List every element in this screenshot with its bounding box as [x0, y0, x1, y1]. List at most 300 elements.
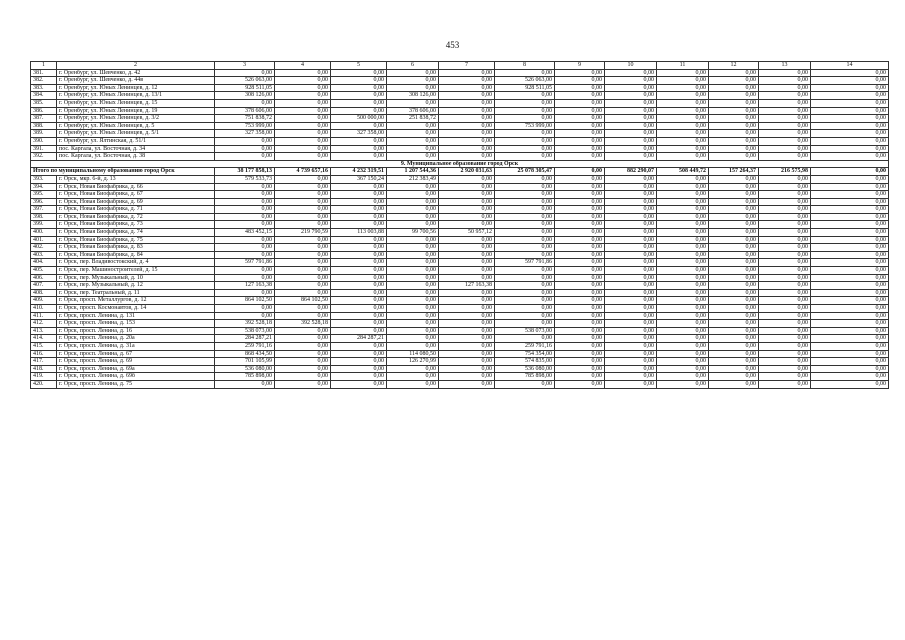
amount: 0,00	[387, 221, 439, 229]
address: г. Орск, Новая Биофабрика, д. 69	[57, 198, 215, 206]
amount: 212 383,49	[387, 175, 439, 183]
amount: 0,00	[759, 69, 811, 77]
amount: 0,00	[657, 373, 709, 381]
amount: 0,00	[495, 305, 555, 313]
table-row	[31, 305, 889, 313]
amount: 0,00	[495, 213, 555, 221]
header-cell: 6	[387, 62, 439, 70]
amount: 701 105,99	[215, 358, 275, 366]
amount: 0,00	[811, 153, 889, 161]
amount: 0,00	[811, 213, 889, 221]
amount: 0,00	[387, 69, 439, 77]
amount: 0,00	[709, 365, 759, 373]
amount: 0,00	[605, 229, 657, 237]
amount: 0,00	[439, 327, 495, 335]
amount: 0,00	[495, 107, 555, 115]
amount: 0,00	[215, 69, 275, 77]
address: г. Орск, просп. Ленина, д. 16	[57, 327, 215, 335]
amount: 864 102,50	[215, 297, 275, 305]
amount: 0,00	[657, 84, 709, 92]
amount: 0,00	[811, 145, 889, 153]
amount: 0,00	[439, 289, 495, 297]
amount: 0,00	[439, 274, 495, 282]
amount: 0,00	[215, 267, 275, 275]
amount: 0,00	[709, 244, 759, 252]
row-number: 416.	[31, 350, 57, 358]
amount: 0,00	[555, 107, 605, 115]
amount: 0,00	[555, 69, 605, 77]
address: г. Орск, мкр. 6-й, д. 13	[57, 175, 215, 183]
amount: 0,00	[759, 342, 811, 350]
amount: 0,00	[439, 145, 495, 153]
amount: 0,00	[811, 236, 889, 244]
amount: 0,00	[605, 335, 657, 343]
amount: 0,00	[605, 289, 657, 297]
amount: 0,00	[387, 259, 439, 267]
amount: 0,00	[495, 206, 555, 214]
amount: 0,00	[759, 335, 811, 343]
amount: 0,00	[495, 251, 555, 259]
amount: 0,00	[759, 115, 811, 123]
amount: 0,00	[439, 84, 495, 92]
table-row	[31, 312, 889, 320]
total-amount: 157 264,37	[709, 168, 759, 176]
amount: 0,00	[555, 175, 605, 183]
amount: 0,00	[709, 320, 759, 328]
amount: 0,00	[811, 198, 889, 206]
amount: 0,00	[387, 365, 439, 373]
amount: 0,00	[387, 327, 439, 335]
amount: 0,00	[555, 320, 605, 328]
amount: 0,00	[331, 206, 387, 214]
amount: 0,00	[439, 69, 495, 77]
header-cell: 3	[215, 62, 275, 70]
amount: 0,00	[605, 342, 657, 350]
amount: 0,00	[759, 373, 811, 381]
amount: 0,00	[759, 107, 811, 115]
amount: 0,00	[759, 206, 811, 214]
amount: 0,00	[439, 99, 495, 107]
amount: 0,00	[387, 244, 439, 252]
amount: 0,00	[657, 282, 709, 290]
amount: 0,00	[275, 380, 331, 388]
amount: 0,00	[555, 358, 605, 366]
row-number: 404.	[31, 259, 57, 267]
amount: 0,00	[811, 373, 889, 381]
amount: 0,00	[709, 350, 759, 358]
amount: 0,00	[657, 77, 709, 85]
amount: 259 791,16	[215, 342, 275, 350]
amount: 0,00	[759, 122, 811, 130]
amount: 0,00	[387, 335, 439, 343]
amount: 0,00	[657, 115, 709, 123]
amount: 0,00	[759, 77, 811, 85]
amount: 0,00	[439, 198, 495, 206]
amount: 0,00	[555, 122, 605, 130]
amount: 526 063,00	[495, 77, 555, 85]
amount: 0,00	[709, 342, 759, 350]
table-row	[31, 327, 889, 335]
total-amount: 0,00	[811, 168, 889, 176]
amount: 0,00	[331, 92, 387, 100]
table-row	[31, 267, 889, 275]
amount: 0,00	[275, 267, 331, 275]
amount: 0,00	[657, 365, 709, 373]
table-row	[31, 229, 889, 237]
amount: 0,00	[275, 153, 331, 161]
address: г. Орск, Новая Биофабрика, д. 66	[57, 183, 215, 191]
amount: 0,00	[439, 183, 495, 191]
amount: 0,00	[709, 130, 759, 138]
row-number: 394.	[31, 183, 57, 191]
amount: 0,00	[439, 92, 495, 100]
amount: 0,00	[811, 335, 889, 343]
amount: 0,00	[759, 380, 811, 388]
amount: 114 080,50	[387, 350, 439, 358]
address: г. Орск, просп. Ленина, д. 69б	[57, 373, 215, 381]
amount: 0,00	[331, 350, 387, 358]
amount: 0,00	[387, 198, 439, 206]
table-row	[31, 350, 889, 358]
amount: 0,00	[331, 267, 387, 275]
amount: 0,00	[275, 115, 331, 123]
address: г. Оренбург, ул. Ялтинская, д. 51/1	[57, 137, 215, 145]
amount: 0,00	[555, 289, 605, 297]
amount: 0,00	[439, 77, 495, 85]
amount: 0,00	[387, 99, 439, 107]
address: г. Орск, просп. Ленина, д. 31а	[57, 342, 215, 350]
amount: 0,00	[387, 183, 439, 191]
amount: 0,00	[759, 84, 811, 92]
amount: 0,00	[605, 358, 657, 366]
amount: 0,00	[811, 137, 889, 145]
table-row	[31, 221, 889, 229]
table-row	[31, 84, 889, 92]
amount: 0,00	[709, 122, 759, 130]
table-row	[31, 213, 889, 221]
amount: 0,00	[811, 251, 889, 259]
amount: 0,00	[387, 267, 439, 275]
amount: 0,00	[275, 282, 331, 290]
amount: 0,00	[811, 175, 889, 183]
amount: 0,00	[495, 236, 555, 244]
table-row	[31, 335, 889, 343]
table-row	[31, 297, 889, 305]
amount: 0,00	[275, 92, 331, 100]
amount: 0,00	[811, 267, 889, 275]
amount: 0,00	[605, 69, 657, 77]
amount: 0,00	[275, 137, 331, 145]
amount: 0,00	[331, 153, 387, 161]
row-number: 405.	[31, 267, 57, 275]
amount: 0,00	[215, 305, 275, 313]
row-number: 381.	[31, 69, 57, 77]
amount: 0,00	[439, 380, 495, 388]
amount: 0,00	[709, 198, 759, 206]
row-number: 408.	[31, 289, 57, 297]
amount: 0,00	[811, 130, 889, 138]
amount: 367 150,24	[331, 175, 387, 183]
table-row	[31, 251, 889, 259]
amount: 0,00	[331, 305, 387, 313]
amount: 0,00	[605, 122, 657, 130]
amount: 0,00	[275, 175, 331, 183]
amount: 0,00	[275, 221, 331, 229]
amount: 0,00	[709, 259, 759, 267]
amount: 0,00	[387, 236, 439, 244]
amount: 0,00	[811, 69, 889, 77]
amount: 0,00	[275, 198, 331, 206]
amount: 0,00	[605, 267, 657, 275]
amount: 0,00	[709, 267, 759, 275]
amount: 0,00	[555, 198, 605, 206]
amount: 0,00	[275, 274, 331, 282]
amount: 0,00	[759, 236, 811, 244]
amount: 0,00	[331, 297, 387, 305]
address: г. Орск, просп. Металлургов, д. 12	[57, 297, 215, 305]
amount: 483 452,15	[215, 229, 275, 237]
amount: 538 073,00	[495, 327, 555, 335]
amount: 0,00	[605, 327, 657, 335]
amount: 0,00	[439, 312, 495, 320]
amount: 0,00	[709, 145, 759, 153]
row-number: 395.	[31, 191, 57, 199]
table-row	[31, 77, 889, 85]
amount: 0,00	[439, 251, 495, 259]
table-row	[31, 282, 889, 290]
address: г. Оренбург, ул. Юных Ленинцев, д. 19	[57, 107, 215, 115]
amount: 0,00	[657, 358, 709, 366]
amount: 0,00	[439, 221, 495, 229]
amount: 0,00	[709, 69, 759, 77]
amount: 0,00	[811, 115, 889, 123]
amount: 0,00	[387, 130, 439, 138]
row-number: 402.	[31, 244, 57, 252]
row-number: 387.	[31, 115, 57, 123]
row-number: 414.	[31, 335, 57, 343]
amount: 0,00	[709, 274, 759, 282]
amount: 308 126,00	[387, 92, 439, 100]
amount: 579 533,73	[215, 175, 275, 183]
amount: 0,00	[275, 289, 331, 297]
row-number: 398.	[31, 213, 57, 221]
amount: 0,00	[759, 92, 811, 100]
address: г. Орск, просп. Ленина, д. 67	[57, 350, 215, 358]
address: г. Оренбург, ул. Юных Ленинцев, д. 5/1	[57, 130, 215, 138]
amount: 0,00	[215, 183, 275, 191]
address: г. Орск, просп. Ленина, д. 69а	[57, 365, 215, 373]
amount: 0,00	[759, 274, 811, 282]
amount: 259 791,16	[495, 342, 555, 350]
amount: 0,00	[275, 244, 331, 252]
amount: 219 790,59	[275, 229, 331, 237]
amount: 0,00	[709, 153, 759, 161]
amount: 378 606,00	[215, 107, 275, 115]
amount: 0,00	[495, 282, 555, 290]
budget-table	[30, 61, 889, 389]
header-row	[31, 62, 889, 70]
address: г. Орск, Новая Биофабрика, д. 74	[57, 229, 215, 237]
amount: 0,00	[555, 342, 605, 350]
row-number: 399.	[31, 221, 57, 229]
amount: 0,00	[331, 107, 387, 115]
amount: 0,00	[657, 213, 709, 221]
amount: 0,00	[555, 229, 605, 237]
amount: 0,00	[709, 373, 759, 381]
amount: 0,00	[439, 373, 495, 381]
amount: 0,00	[759, 229, 811, 237]
row-number: 388.	[31, 122, 57, 130]
row-number: 393.	[31, 175, 57, 183]
amount: 0,00	[555, 327, 605, 335]
amount: 0,00	[657, 92, 709, 100]
amount: 0,00	[657, 221, 709, 229]
address: г. Оренбург, ул. Шевченко, д. 44в	[57, 77, 215, 85]
address: г. Орск, Новая Биофабрика, д. 75	[57, 236, 215, 244]
amount: 0,00	[709, 335, 759, 343]
amount: 0,00	[331, 69, 387, 77]
amount: 0,00	[709, 236, 759, 244]
address: г. Орск, Новая Биофабрика, д. 67	[57, 191, 215, 199]
amount: 0,00	[275, 327, 331, 335]
amount: 327 358,00	[331, 130, 387, 138]
amount: 0,00	[331, 373, 387, 381]
amount: 0,00	[555, 297, 605, 305]
amount: 0,00	[657, 206, 709, 214]
amount: 0,00	[331, 183, 387, 191]
amount: 0,00	[215, 221, 275, 229]
amount: 0,00	[331, 77, 387, 85]
amount: 0,00	[215, 251, 275, 259]
header-cell: 14	[811, 62, 889, 70]
amount: 0,00	[495, 191, 555, 199]
amount: 0,00	[495, 297, 555, 305]
amount: 0,00	[811, 327, 889, 335]
amount: 0,00	[605, 251, 657, 259]
amount: 0,00	[555, 335, 605, 343]
amount: 0,00	[657, 229, 709, 237]
row-number: 412.	[31, 320, 57, 328]
amount: 0,00	[709, 84, 759, 92]
amount: 0,00	[439, 130, 495, 138]
row-number: 410.	[31, 305, 57, 313]
amount: 0,00	[555, 92, 605, 100]
amount: 536 080,00	[495, 365, 555, 373]
amount: 0,00	[495, 244, 555, 252]
amount: 0,00	[275, 130, 331, 138]
amount: 0,00	[605, 115, 657, 123]
amount: 0,00	[331, 137, 387, 145]
table-row	[31, 289, 889, 297]
amount: 0,00	[709, 92, 759, 100]
amount: 0,00	[605, 84, 657, 92]
amount: 0,00	[439, 107, 495, 115]
amount: 0,00	[331, 259, 387, 267]
table-row	[31, 358, 889, 366]
amount: 0,00	[759, 183, 811, 191]
total-label: Итого по муниципальному образованию город Орск	[31, 168, 215, 176]
amount: 0,00	[387, 282, 439, 290]
amount: 0,00	[387, 297, 439, 305]
amount: 0,00	[555, 350, 605, 358]
amount: 0,00	[657, 274, 709, 282]
address: г. Орск, просп. Ленина, д. 131	[57, 312, 215, 320]
amount: 0,00	[605, 282, 657, 290]
amount: 0,00	[811, 342, 889, 350]
amount: 0,00	[709, 77, 759, 85]
table-row	[31, 92, 889, 100]
row-number: 384.	[31, 92, 57, 100]
amount: 0,00	[215, 274, 275, 282]
amount: 0,00	[759, 251, 811, 259]
amount: 0,00	[439, 137, 495, 145]
amount: 0,00	[811, 99, 889, 107]
amount: 0,00	[495, 92, 555, 100]
table-row	[31, 206, 889, 214]
header-cell: 2	[57, 62, 215, 70]
amount: 0,00	[495, 312, 555, 320]
header-cell: 8	[495, 62, 555, 70]
amount: 0,00	[331, 380, 387, 388]
row-number: 390.	[31, 137, 57, 145]
table-row	[31, 175, 889, 183]
amount: 0,00	[811, 191, 889, 199]
amount: 0,00	[709, 251, 759, 259]
amount: 751 838,72	[215, 115, 275, 123]
amount: 0,00	[495, 175, 555, 183]
amount: 0,00	[495, 145, 555, 153]
amount: 99 700,56	[387, 229, 439, 237]
address: г. Орск, просп. Ленина, д. 69	[57, 358, 215, 366]
amount: 0,00	[439, 267, 495, 275]
amount: 0,00	[811, 107, 889, 115]
address: г. Орск, просп. Ленина, д. 20а	[57, 335, 215, 343]
total-amount: 508 449,72	[657, 168, 709, 176]
total-row	[31, 168, 889, 176]
amount: 536 080,00	[215, 365, 275, 373]
amount: 0,00	[439, 244, 495, 252]
table-row	[31, 373, 889, 381]
amount: 0,00	[331, 342, 387, 350]
amount: 392 528,18	[215, 320, 275, 328]
amount: 0,00	[709, 327, 759, 335]
amount: 0,00	[759, 213, 811, 221]
amount: 0,00	[605, 297, 657, 305]
amount: 0,00	[439, 236, 495, 244]
address: г. Оренбург, ул. Шевченко, д. 42	[57, 69, 215, 77]
amount: 0,00	[215, 236, 275, 244]
table-row	[31, 320, 889, 328]
amount: 0,00	[709, 206, 759, 214]
amount: 113 003,88	[331, 229, 387, 237]
amount: 0,00	[275, 84, 331, 92]
amount: 864 102,50	[275, 297, 331, 305]
amount: 0,00	[495, 267, 555, 275]
amount: 0,00	[759, 153, 811, 161]
amount: 0,00	[811, 84, 889, 92]
amount: 0,00	[555, 145, 605, 153]
row-number: 415.	[31, 342, 57, 350]
row-number: 385.	[31, 99, 57, 107]
table-row	[31, 191, 889, 199]
amount: 0,00	[657, 236, 709, 244]
amount: 0,00	[555, 153, 605, 161]
amount: 526 063,00	[215, 77, 275, 85]
amount: 0,00	[275, 122, 331, 130]
table-row	[31, 342, 889, 350]
amount: 0,00	[605, 221, 657, 229]
amount: 0,00	[555, 130, 605, 138]
